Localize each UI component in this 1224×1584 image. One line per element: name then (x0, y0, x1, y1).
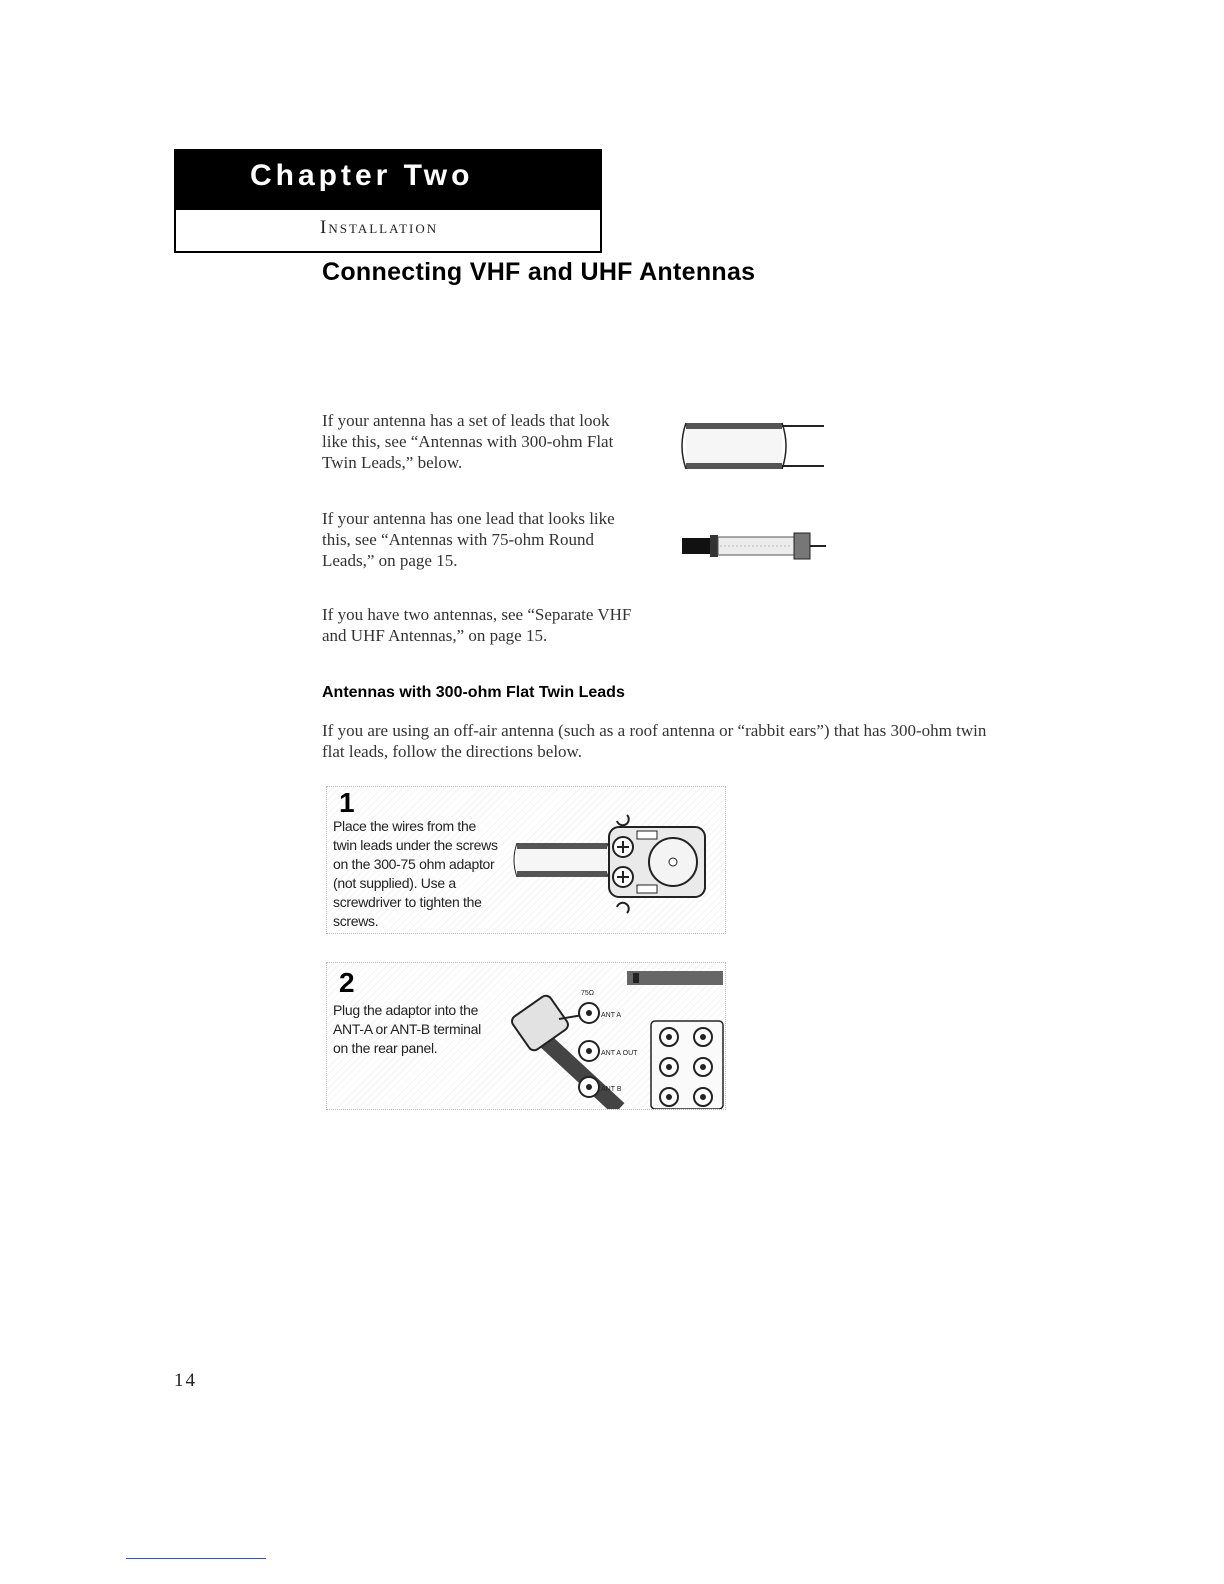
section-heading: Connecting VHF and UHF Antennas (322, 258, 756, 286)
step-2-panel (326, 962, 726, 1110)
intro-paragraph-2: If your antenna has one lead that looks like this, see “Antennas with 75-ohm Round Leads,” on page 15. (322, 509, 615, 570)
intro-paragraph-1: If your antenna has a set of leads that look like this, see “Antennas with 300-ohm Flat Twin Leads,” below. (322, 411, 614, 472)
ant-a-out-label: ANT A OUT (601, 1050, 638, 1057)
step-2-number: 2 (339, 967, 355, 998)
chapter-subtitle: Installation (320, 217, 439, 238)
intro-paragraph-3: If you have two antennas, see “Separate VHF and UHF Antennas,” on page 15. (322, 605, 632, 645)
step-1-panel (326, 786, 726, 934)
flat-twin-lead-illustration (676, 420, 828, 472)
subsection-intro: If you are using an off-air antenna (such as a roof antenna or “rabbit ears”) that has 300-ohm twin flat leads, follow the directions below. (322, 721, 987, 761)
step-1-number: 1 (339, 787, 355, 818)
chapter-header (174, 149, 602, 253)
step-2-text: Plug the adaptor into the ANT-A or ANT-B terminal on the rear panel. (333, 1002, 481, 1056)
ant-b-label: ANT B (601, 1086, 622, 1093)
page-number: 14 (174, 1370, 197, 1391)
adaptor-screw-illustration (513, 809, 713, 919)
ant-a-label: ANT A (601, 1012, 622, 1019)
chapter-title: Chapter Two (250, 159, 474, 192)
rear-panel-illustration (499, 963, 725, 1109)
footer-rule (126, 1558, 266, 1559)
ohm-label: 75Ω (581, 990, 595, 997)
subsection-heading: Antennas with 300-ohm Flat Twin Leads (322, 684, 625, 701)
step-1-text: Place the wires from the twin leads under the screws on the 300-75 ohm adaptor (not supplied). Use a screwdriver to tighten the screws. (333, 818, 498, 929)
round-lead-illustration (680, 528, 832, 564)
